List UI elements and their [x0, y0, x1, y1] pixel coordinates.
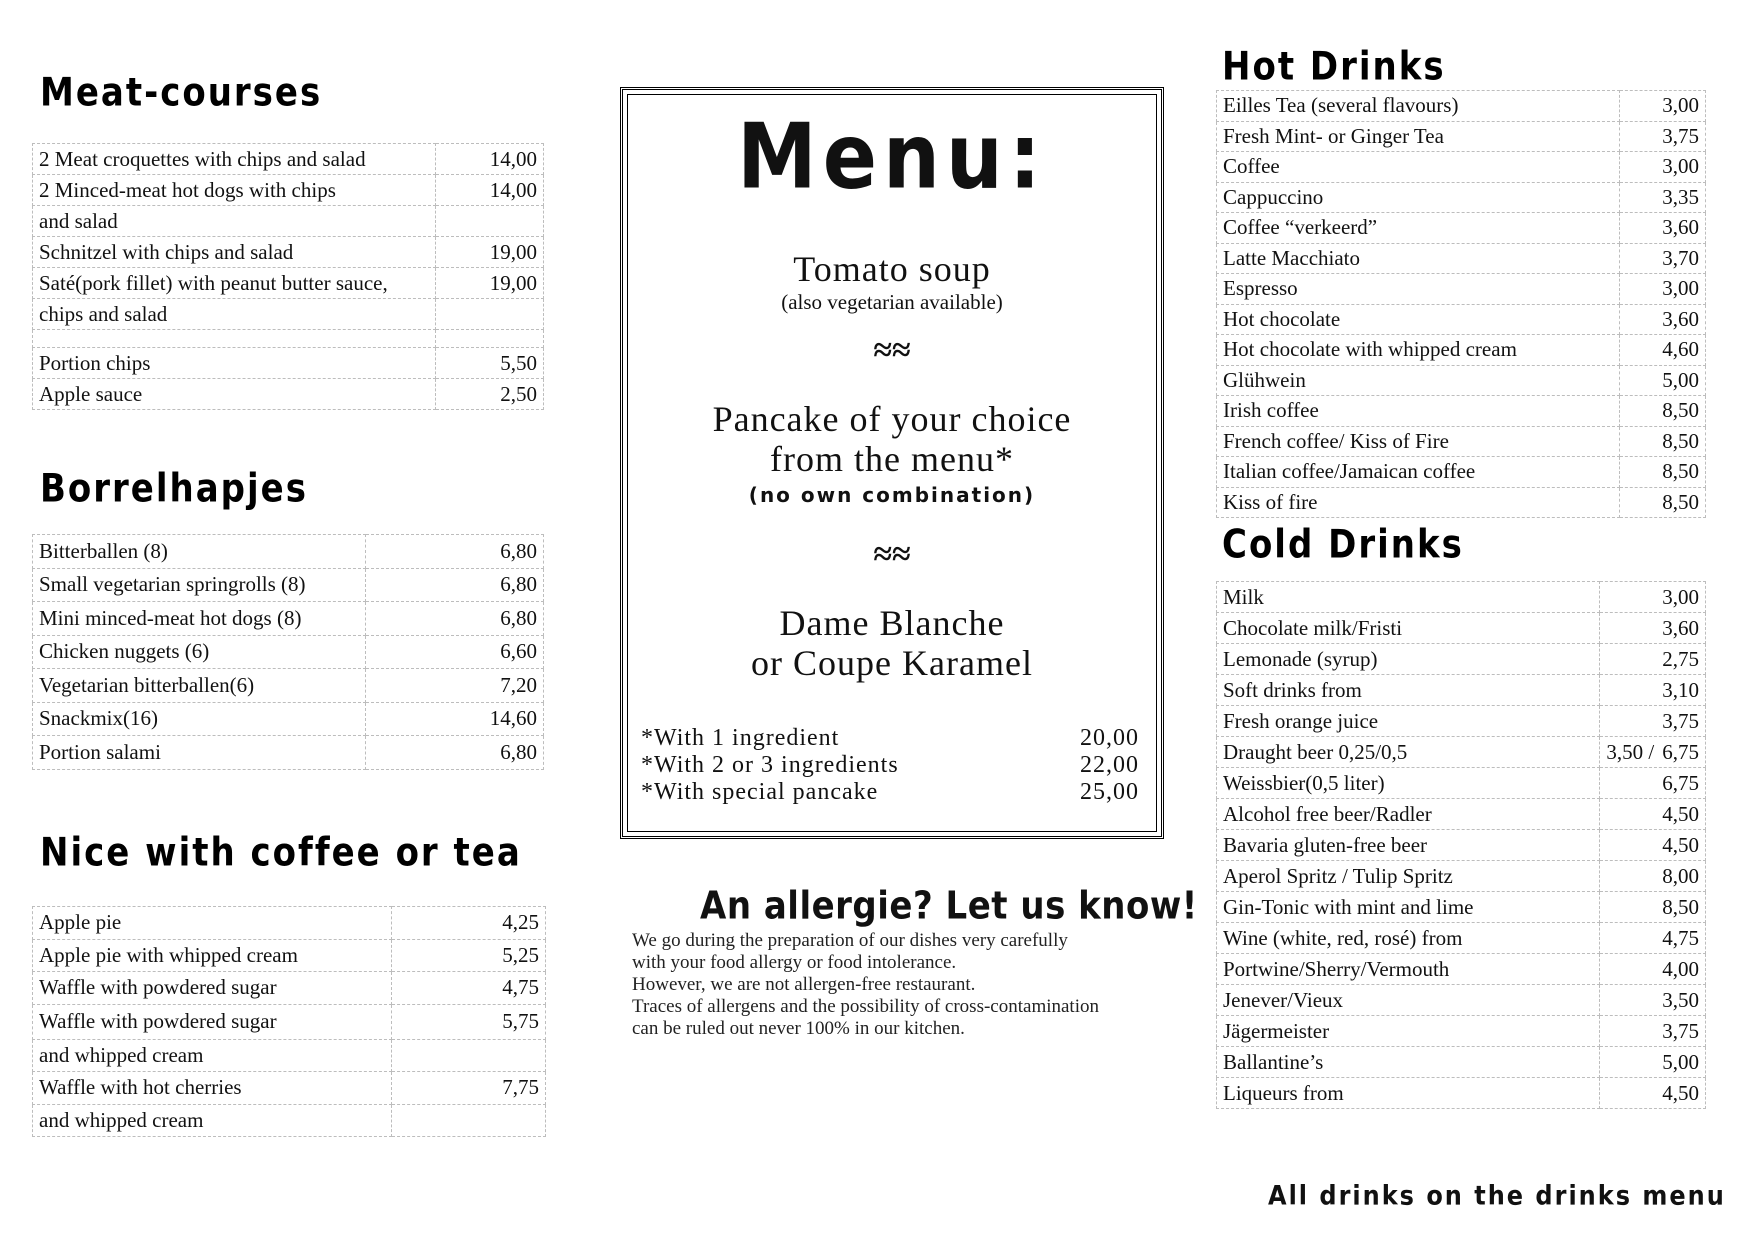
menu-row — [33, 535, 544, 569]
menu-row — [1217, 861, 1706, 892]
menu-row — [33, 379, 544, 410]
item-price: 4,50 — [1600, 1078, 1706, 1109]
menu-row — [33, 330, 544, 348]
allergy-line: can be ruled out never 100% in our kitchen. — [632, 1018, 965, 1039]
soup-title: Tomato soup — [793, 249, 991, 289]
menu-row — [33, 635, 544, 669]
separator-1: ≈≈ — [873, 332, 911, 369]
item-name: Mini minced-meat hot dogs (8) — [33, 602, 366, 636]
item-name: Ballantine’s — [1217, 1047, 1600, 1078]
menu-row — [1217, 182, 1706, 213]
item-price: 2,50 — [436, 379, 544, 410]
meat-courses-heading: Meat-courses — [40, 70, 323, 116]
pancake-price-row — [641, 779, 1139, 806]
item-name: Waffle with hot cherries — [33, 1072, 392, 1105]
item-price: 14,60 — [366, 702, 544, 736]
item-name: Jenever/Vieux — [1217, 985, 1600, 1016]
item-price — [392, 1039, 546, 1072]
allergy-line: Traces of allergens and the possibility of cross-contamination — [632, 996, 1099, 1017]
item-price: 5,00 — [1600, 1047, 1706, 1078]
item-price: 4,75 — [392, 972, 546, 1005]
item-price: 19,00 — [436, 237, 544, 268]
item-price: 5,50 — [436, 348, 544, 379]
item-price-small: 3,50 / — [1606, 739, 1655, 764]
item-name: and whipped cream — [33, 1104, 392, 1137]
menu-row — [1217, 396, 1706, 427]
item-name: Liqueurs from — [1217, 1078, 1600, 1109]
item-price: 4,50 — [1600, 799, 1706, 830]
separator-2: ≈≈ — [873, 536, 911, 573]
item-name: Apple sauce — [33, 379, 436, 410]
menu-row — [33, 1072, 546, 1105]
item-price: 7,75 — [392, 1072, 546, 1105]
item-name: Italian coffee/Jamaican coffee — [1217, 457, 1620, 488]
item-name: Hot chocolate with whipped cream — [1217, 335, 1620, 366]
item-name: Irish coffee — [1217, 396, 1620, 427]
item-name: Chicken nuggets (6) — [33, 635, 366, 669]
menu-row — [33, 299, 544, 330]
item-price: 5,25 — [392, 939, 546, 972]
item-name: Gin-Tonic with mint and lime — [1217, 892, 1600, 923]
pancake-price-value: 22,00 — [1080, 752, 1139, 778]
item-price: 4,60 — [1620, 335, 1706, 366]
pancake-price-label: *With 1 ingredient — [641, 725, 840, 751]
hot-drinks-heading: Hot Drinks — [1222, 44, 1446, 90]
item-price: 8,50 — [1620, 457, 1706, 488]
menu-row — [33, 348, 544, 379]
item-price: 7,20 — [366, 669, 544, 703]
item-price: 6,80 — [366, 736, 544, 770]
menu-row — [33, 907, 546, 940]
item-price: 2,75 — [1600, 644, 1706, 675]
item-price: 14,00 — [436, 175, 544, 206]
item-name: Cappuccino — [1217, 182, 1620, 213]
item-price: 14,00 — [436, 144, 544, 175]
item-price: 3,35 — [1620, 182, 1706, 213]
menu-row — [33, 175, 544, 206]
coffee-tea-table — [32, 906, 546, 1137]
item-price: 4,75 — [1600, 923, 1706, 954]
item-name: Weissbier(0,5 liter) — [1217, 768, 1600, 799]
menu-row — [1217, 1078, 1706, 1109]
allergy-line: We go during the preparation of our dishes very carefully — [632, 930, 1068, 951]
item-name: and whipped cream — [33, 1039, 392, 1072]
menu-row — [33, 1004, 546, 1039]
cold-drinks-heading: Cold Drinks — [1222, 522, 1464, 568]
allergy-title: An allergie? Let us know! — [700, 884, 1198, 929]
soup-note: (also vegetarian available) — [781, 290, 1003, 314]
item-name: Apple pie — [33, 907, 392, 940]
item-price: 8,50 — [1620, 396, 1706, 427]
menu-row — [1217, 274, 1706, 305]
allergy-line: with your food allergy or food intolerance. — [632, 952, 957, 973]
item-price: 3,00 — [1600, 582, 1706, 613]
allergy-line: However, we are not allergen-free restaurant. — [632, 974, 976, 995]
item-price: 3,70 — [1620, 243, 1706, 274]
menu-title: Menu: — [737, 104, 1047, 209]
borrelhapjes-table — [32, 534, 544, 770]
pancake-price-row — [641, 752, 1139, 779]
menu-row — [33, 939, 546, 972]
menu-row — [33, 1039, 546, 1072]
item-price: 3,75 — [1620, 121, 1706, 152]
item-name: Waffle with powdered sugar — [33, 1004, 392, 1039]
item-price: 6,80 — [366, 535, 544, 569]
menu-row — [1217, 799, 1706, 830]
hot-drinks-table — [1216, 90, 1706, 518]
menu-row — [1217, 335, 1706, 366]
item-name: Apple pie with whipped cream — [33, 939, 392, 972]
menu-row — [33, 237, 544, 268]
pancake-price-value: 20,00 — [1080, 725, 1139, 751]
item-name: Vegetarian bitterballen(6) — [33, 669, 366, 703]
item-price: 4,00 — [1600, 954, 1706, 985]
menu-row — [33, 702, 544, 736]
item-price: 19,00 — [436, 268, 544, 299]
item-name: Saté(pork fillet) with peanut butter sauce, — [33, 268, 436, 299]
menu-row — [1217, 304, 1706, 335]
item-name: Milk — [1217, 582, 1600, 613]
item-price: 3,00 — [1620, 152, 1706, 183]
item-name: Eilles Tea (several flavours) — [1217, 91, 1620, 122]
menu-row — [1217, 426, 1706, 457]
item-price — [436, 299, 544, 330]
item-name: Portion chips — [33, 348, 436, 379]
item-name: Chocolate milk/Fristi — [1217, 613, 1600, 644]
menu-row — [1217, 737, 1706, 768]
item-price: 8,50 — [1620, 487, 1706, 518]
item-price: 3,00 — [1620, 91, 1706, 122]
menu-row — [1217, 213, 1706, 244]
item-price: 8,00 — [1600, 861, 1706, 892]
item-price — [436, 330, 544, 348]
item-price: 6,80 — [366, 568, 544, 602]
pancake-price-value: 25,00 — [1080, 779, 1139, 805]
item-price: 6,75 — [1600, 768, 1706, 799]
item-name: Draught beer 0,25/0,5 — [1217, 737, 1600, 768]
menu-row — [33, 268, 544, 299]
menu-row — [33, 1104, 546, 1137]
item-name: Fresh orange juice — [1217, 706, 1600, 737]
meat-courses-table — [32, 143, 544, 410]
menu-row — [1217, 706, 1706, 737]
pancake-price-label: *With 2 or 3 ingredients — [641, 752, 899, 778]
menu-row — [1217, 1047, 1706, 1078]
menu-row — [33, 736, 544, 770]
item-price: 3,50 — [1600, 985, 1706, 1016]
item-name: Small vegetarian springrolls (8) — [33, 568, 366, 602]
item-name: Soft drinks from — [1217, 675, 1600, 706]
dessert-line-2: or Coupe Karamel — [751, 643, 1033, 683]
item-name: Alcohol free beer/Radler — [1217, 799, 1600, 830]
menu-row — [1217, 243, 1706, 274]
item-price: 8,50 — [1600, 892, 1706, 923]
allergy-text — [632, 930, 1192, 1040]
item-name: Kiss of fire — [1217, 487, 1620, 518]
menu-row — [33, 144, 544, 175]
item-name: Portion salami — [33, 736, 366, 770]
menu-row — [1217, 365, 1706, 396]
menu-row — [1217, 675, 1706, 706]
item-price: 6,60 — [366, 635, 544, 669]
item-name: Bavaria gluten-free beer — [1217, 830, 1600, 861]
item-price: 4,25 — [392, 907, 546, 940]
cold-drinks-table — [1216, 581, 1706, 1109]
menu-row — [1217, 487, 1706, 518]
menu-row — [33, 568, 544, 602]
item-price: 5,00 — [1620, 365, 1706, 396]
item-name: Snackmix(16) — [33, 702, 366, 736]
item-price: 3,10 — [1600, 675, 1706, 706]
item-name: French coffee/ Kiss of Fire — [1217, 426, 1620, 457]
item-name: Espresso — [1217, 274, 1620, 305]
menu-row — [1217, 830, 1706, 861]
menu-row — [1217, 768, 1706, 799]
menu-row — [33, 602, 544, 636]
item-name: chips and salad — [33, 299, 436, 330]
item-name: Coffee — [1217, 152, 1620, 183]
menu-row — [1217, 644, 1706, 675]
item-price: 3,60 — [1620, 304, 1706, 335]
menu-row — [1217, 582, 1706, 613]
menu-row — [1217, 985, 1706, 1016]
item-price: 3,75 — [1600, 706, 1706, 737]
item-price: 8,50 — [1620, 426, 1706, 457]
item-price — [392, 1104, 546, 1137]
item-price: 6,80 — [366, 602, 544, 636]
menu-row — [33, 206, 544, 237]
item-price — [1600, 737, 1706, 768]
pancake-price-label: *With special pancake — [641, 779, 879, 805]
item-price: 3,00 — [1620, 274, 1706, 305]
item-name: Coffee “verkeerd” — [1217, 213, 1620, 244]
item-price: 4,50 — [1600, 830, 1706, 861]
item-name: Lemonade (syrup) — [1217, 644, 1600, 675]
item-name: and salad — [33, 206, 436, 237]
item-name: Waffle with powdered sugar — [33, 972, 392, 1005]
item-price: 5,75 — [392, 1004, 546, 1039]
pancake-line-1: Pancake of your choice — [712, 399, 1072, 439]
item-name: 2 Meat croquettes with chips and salad — [33, 144, 436, 175]
menu-row — [1217, 121, 1706, 152]
item-name: Jägermeister — [1217, 1016, 1600, 1047]
menu-row — [1217, 613, 1706, 644]
item-price: 3,75 — [1600, 1016, 1706, 1047]
item-name — [33, 330, 436, 348]
item-name: Aperol Spritz / Tulip Spritz — [1217, 861, 1600, 892]
item-name: Fresh Mint- or Ginger Tea — [1217, 121, 1620, 152]
item-name: Glühwein — [1217, 365, 1620, 396]
menu-row — [1217, 91, 1706, 122]
menu-row — [1217, 152, 1706, 183]
pancake-price-row — [641, 725, 1139, 752]
menu-row — [1217, 892, 1706, 923]
dessert-line-1: Dame Blanche — [779, 603, 1005, 643]
item-name: 2 Minced-meat hot dogs with chips — [33, 175, 436, 206]
item-name: Bitterballen (8) — [33, 535, 366, 569]
item-price-large: 6,75 — [1662, 739, 1699, 764]
menu-row — [1217, 954, 1706, 985]
menu-row — [33, 972, 546, 1005]
item-name: Hot chocolate — [1217, 304, 1620, 335]
item-name: Schnitzel with chips and salad — [33, 237, 436, 268]
pancake-note: (no own combination) — [748, 483, 1036, 507]
borrelhapjes-heading: Borrelhapjes — [40, 466, 308, 512]
item-name: Latte Macchiato — [1217, 243, 1620, 274]
item-name: Portwine/Sherry/Vermouth — [1217, 954, 1600, 985]
item-price: 3,60 — [1620, 213, 1706, 244]
menu-row — [1217, 1016, 1706, 1047]
pancake-line-2: from the menu* — [770, 439, 1014, 479]
item-price: 3,60 — [1600, 613, 1706, 644]
menu-row — [33, 669, 544, 703]
menu-row — [1217, 923, 1706, 954]
menu-row — [1217, 457, 1706, 488]
item-price — [436, 206, 544, 237]
item-name: Wine (white, red, rosé) from — [1217, 923, 1600, 954]
coffee-tea-heading: Nice with coffee or tea — [40, 830, 522, 876]
menu-box — [620, 87, 1164, 839]
drinks-menu-note: All drinks on the drinks menu — [1268, 1180, 1726, 1212]
